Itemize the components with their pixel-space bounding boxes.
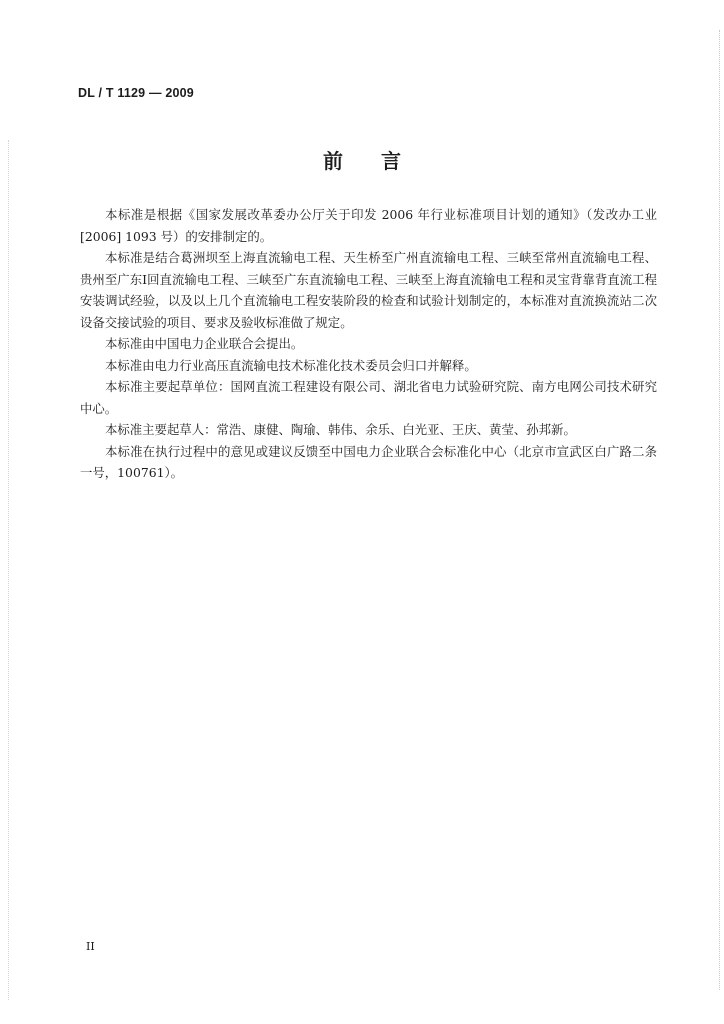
document-code: DL / T 1129 — 2009 [78, 86, 194, 100]
paragraph-feedback: 本标准在执行过程中的意见或建议反馈至中国电力企业联合会标准化中心（北京市宣武区白广路二条一号，100761）。 [80, 443, 657, 480]
paragraph-drafters: 本标准主要起草人：常浩、康健、陶瑜、韩伟、余乐、白光亚、王庆、黄莹、孙邦新。 [105, 422, 576, 437]
scan-edge-marks-right [718, 30, 720, 990]
foreword-body [80, 204, 657, 484]
scan-edge-marks-left [8, 140, 10, 1000]
page-title: 前言 [323, 149, 439, 173]
paragraph-proposer: 本标准由中国电力企业联合会提出。 [105, 336, 304, 351]
page-number: II [86, 940, 95, 953]
paragraph-basis: 本标准是根据《国家发展改革委办公厅关于印发 2006 年行业标准项目计划的通知》（发改办工业[2006] 1093 号）的安排制定的。 [80, 207, 657, 244]
paragraph-interpretation: 本标准由电力行业高压直流输电技术标准化技术委员会归口并解释。 [105, 357, 477, 373]
paragraph-drafting-units: 本标准主要起草单位：国网直流工程建设有限公司、湖北省电力试验研究院、南方电网公司技术研究中心。 [80, 379, 657, 416]
paragraph-scope: 本标准是结合葛洲坝至上海直流输电工程、天生桥至广州直流输电工程、三峡至常州直流输电工程、贵州至广东Ⅰ回直流输电工程、三峡至广东直流输电工程、三峡至上海直流输电工程和灵宝背靠背直流工程安装调试经验，以及以上几个直流输电工程安装阶段的检查和试验计划制定的，本标准对直流换流站二次设备交接试验的项目、要求及验收标准做了规定。 [80, 250, 657, 330]
